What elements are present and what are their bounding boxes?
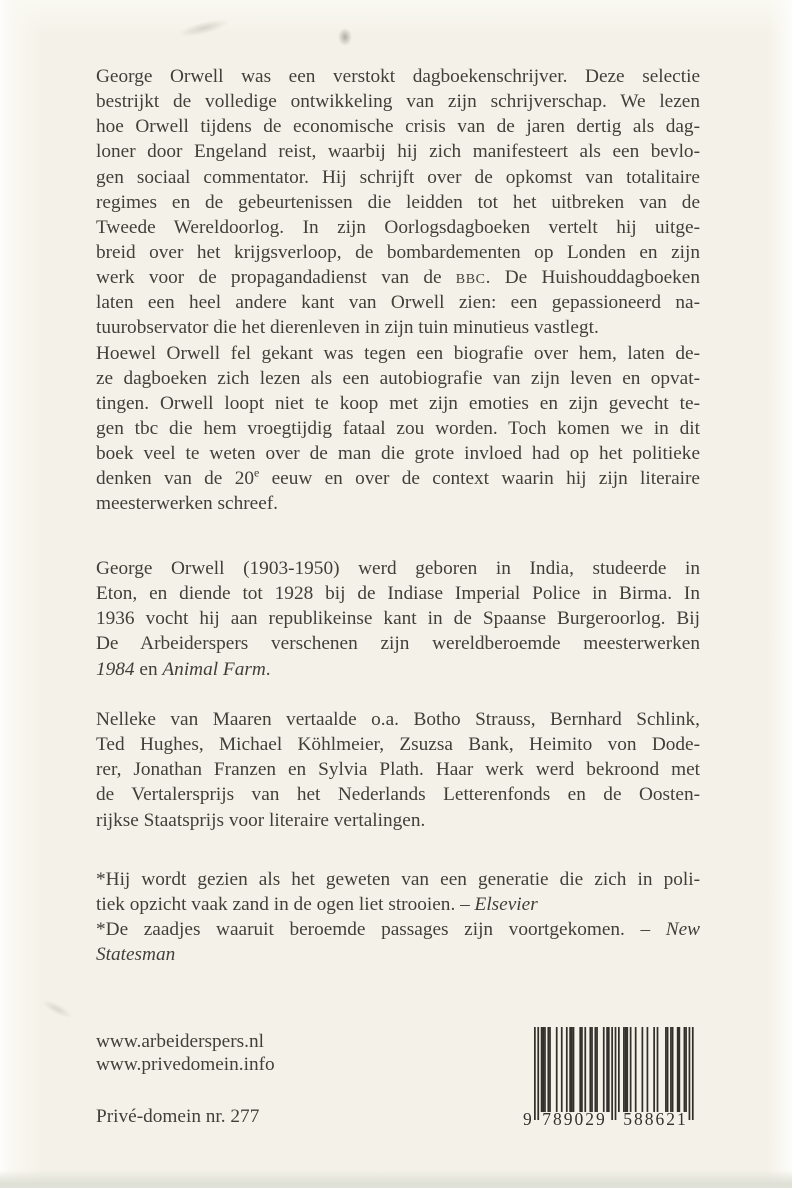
barcode-digit-group: 789029 xyxy=(542,1109,607,1129)
paper-smudge xyxy=(338,28,352,46)
text-line: 1936 vocht hij aan republikeinse kant in de Spaanse Burgeroorlog. Bij xyxy=(96,608,700,630)
text-line: De Arbeiderspers verschenen zijn wereldberoemde meesterwerken xyxy=(96,633,700,655)
text-line: regimes en de gebeurtenissen die leidden tot het uitbreken van de xyxy=(96,191,700,213)
text-line: loner door Engeland reist, waarbij hij zich manifesteert als een bevlo- xyxy=(96,141,700,163)
page-edge-top xyxy=(0,0,792,34)
series-label: Privé-domein nr. 277 xyxy=(96,1106,260,1127)
page-edge-right xyxy=(768,0,792,1188)
paper-smudge xyxy=(40,997,75,1022)
author-bio-paragraph xyxy=(96,556,700,682)
page-edge-bottom xyxy=(0,1170,792,1188)
text-line: laten een heel andere kant van Orwell zien: een gepassioneerd na- xyxy=(96,292,700,314)
barcode-digit-group: 9 xyxy=(523,1109,532,1129)
text-line: gen tbc die hem vroegtijdig fataal zou worden. Toch komen we in dit xyxy=(96,417,700,439)
text-line: bestrijkt de volledige ontwikkeling van zijn schrijverschap. We lezen xyxy=(96,91,700,113)
text-line: George Orwell (1903-1950) werd geboren in India, studeerde in xyxy=(96,558,700,579)
barcode-digit-group: 588621 xyxy=(623,1109,688,1129)
text-line: de Vertalersprijs van het Nederlands Letterenfonds en de Oosten- xyxy=(96,784,700,806)
text-line: Ted Hughes, Michael Köhlmeier, Zsuzsa Bank, Heimito von Dode- xyxy=(96,734,700,756)
text-line: denken van de 20e eeuw en over de context waarin hij zijn literaire xyxy=(96,466,700,490)
text-line: ze dagboeken zich lezen als een autobiografie van zijn leven en opvat- xyxy=(96,367,700,389)
isbn-barcode xyxy=(524,1027,704,1133)
text-line: 1984 en Animal Farm. xyxy=(96,658,271,680)
text-line: Eton, en diende tot 1928 bij de Indiase Imperial Police in Birma. In xyxy=(96,583,700,605)
text-line: rijkse Staatsprijs voor literaire vertalingen. xyxy=(96,809,426,831)
text-line: hoe Orwell tijdens de economische crisis van de jaren dertig als dag- xyxy=(96,116,700,138)
text-line: boek veel te weten over de man die grote invloed had op het politieke xyxy=(96,443,700,465)
text-line: werk voor de propagandadienst van de bbc. De Huishouddagboeken xyxy=(96,267,700,289)
text-line: *Hij wordt gezien als het geweten van een generatie die zich in poli- xyxy=(96,869,700,890)
text-line: rer, Jonathan Franzen en Sylvia Plath. Haar werk werd bekroond met xyxy=(96,759,700,781)
text-line: tuurobservator die het dierenleven in zijn tuin minutieus vastlegt. xyxy=(96,317,599,339)
text-line: breid over het krijgsverloop, de bombardementen op Londen en zijn xyxy=(96,241,700,263)
text-line: www.arbeiderspers.nl xyxy=(96,1031,264,1052)
text-line: Hoewel Orwell fel gekant was tegen een biografie over hem, laten de- xyxy=(96,342,700,364)
publisher-websites xyxy=(96,1030,275,1076)
text-line: *De zaadjes waaruit beroemde passages zijn voortgekomen. – New xyxy=(96,919,700,941)
paper-smudge xyxy=(177,16,230,40)
text-line: Statesman xyxy=(96,944,176,966)
synopsis-paragraph xyxy=(96,64,700,517)
text-line: Tweede Wereldoorlog. In zijn Oorlogsdagboeken vertelt hij uitge- xyxy=(96,216,700,238)
text-line: tiek opzicht vaak zand in de ogen liet strooien. – Elsevier xyxy=(96,894,538,916)
barcode-number xyxy=(524,1109,704,1131)
barcode-bars xyxy=(524,1027,704,1121)
text-line: meesterwerken schreef. xyxy=(96,493,278,515)
text-line: tingen. Orwell loopt niet te koop met zijn emoties en zijn gevecht te- xyxy=(96,392,700,414)
page-edge-left xyxy=(0,0,42,1188)
text-line: George Orwell was een verstokt dagboekenschrijver. Deze selectie xyxy=(96,66,700,87)
text-line: Nelleke van Maaren vertaalde o.a. Botho Strauss, Bernhard Schlink, xyxy=(96,709,700,730)
text-line: www.privedomein.info xyxy=(96,1054,275,1076)
text-line: gen sociaal commentator. Hij schrijft over de opkomst van totalitaire xyxy=(96,166,700,188)
translator-paragraph xyxy=(96,707,700,833)
press-quotes xyxy=(96,867,700,968)
